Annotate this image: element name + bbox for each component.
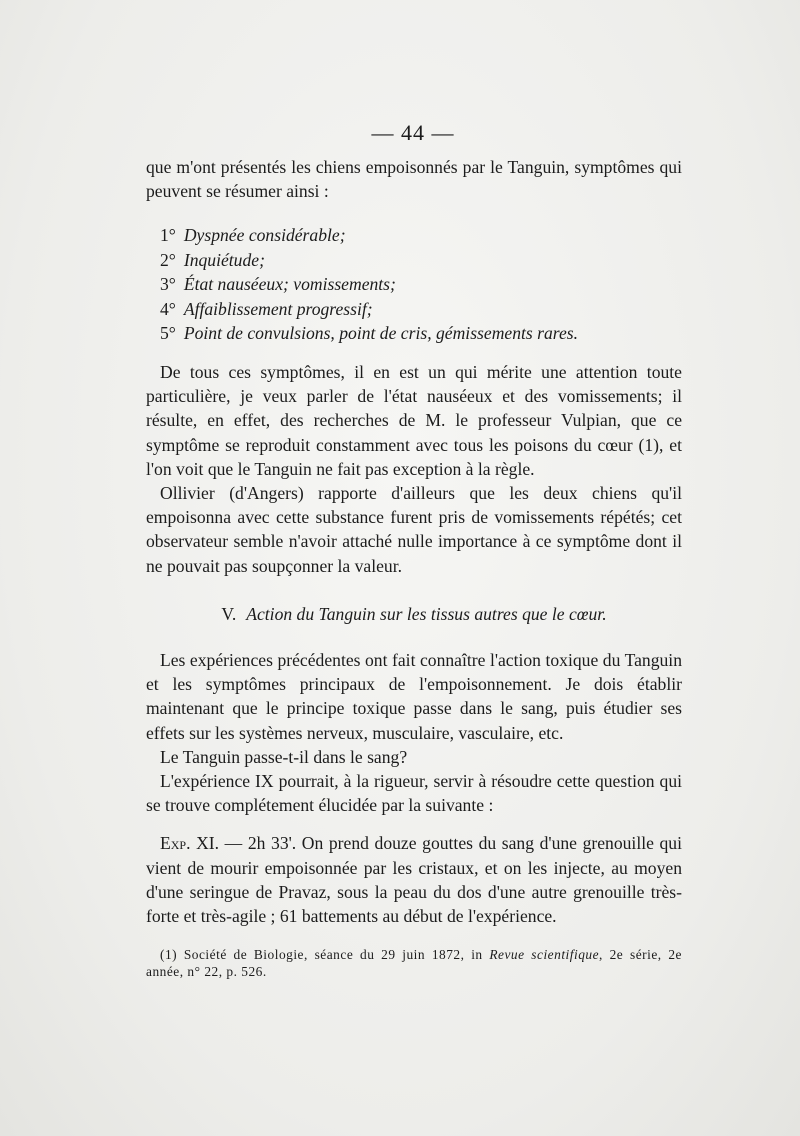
list-number: 4° <box>160 298 176 319</box>
experiment-paragraph <box>146 831 682 928</box>
list-item <box>160 272 682 297</box>
footnote-prefix: (1) Société de Biologie, séance du 29 juin 1872, in <box>160 947 490 963</box>
list-number: 1° <box>160 225 176 246</box>
section-number: V. <box>221 603 237 624</box>
list-number: 5° <box>160 323 176 344</box>
body-paragraph: Les expériences précédentes ont fait connaître l'action toxique du Tanguin et les symptômes principaux de l'empoisonnement. Je dois établir maintenant que le principe toxique passe dans le sang, puis étudier ses effets sur les systèmes nerveux, musculaire, vasculaire, etc. <box>146 649 682 743</box>
intro-paragraph: que m'ont présentés les chiens empoisonnés par le Tanguin, symptômes qui peuvent se résumer ainsi : <box>146 157 682 202</box>
experiment-label: Exp. XI. <box>160 833 220 854</box>
list-label: Point de convulsions, point de cris, gémissements rares. <box>183 323 579 344</box>
list-label: État nauséeux; vomissements; <box>183 274 396 295</box>
body-paragraph: De tous ces symptômes, il en est un qui mérite une attention toute particulière, je veux parler de l'état nauséeux et des vomissements; il résulte, en effet, des recherches de M. le professeur Vulpian, que ce symptôme se reproduit constamment avec tous les poisons du cœur (1), et l'on voit que le Tanguin ne fait pas exception à la règle. <box>146 361 682 479</box>
section-title: Action du Tanguin sur les tissus autres que le cœur. <box>246 603 607 624</box>
list-item <box>160 248 682 273</box>
page-body <box>146 155 682 980</box>
body-paragraph: Le Tanguin passe-t-il dans le sang? <box>160 746 408 767</box>
list-item <box>160 223 682 248</box>
footnote <box>146 946 682 980</box>
symptom-list <box>160 223 682 346</box>
footnote-suffix: , 2e série, 2e année, n° 22, p. 526. <box>146 947 682 980</box>
experiment-text: — 2h 33'. On prend douze gouttes du sang d'une grenouille qui vient de mourir empoisonnée par les cristaux, et on les injecte, au moyen d'une seringue de Pravaz, sous la peau du dos d'une autre grenouille très-forte et très-agile ; 61 battements au début de l'expérience. <box>146 833 682 926</box>
body-paragraph: L'expérience IX pourrait, à la rigueur, servir à résoudre cette question qui se trouve complétement élucidée par la suivante : <box>146 770 682 816</box>
list-number: 3° <box>160 274 176 295</box>
list-label: Inquiétude; <box>183 249 265 270</box>
section-heading <box>146 602 682 626</box>
list-number: 2° <box>160 249 176 270</box>
list-label: Dyspnée considérable; <box>183 225 346 246</box>
page-number: — 44 — <box>371 120 455 145</box>
list-label: Affaiblissement progressif; <box>183 298 373 319</box>
list-item <box>160 297 682 322</box>
footnote-journal: Revue scientifique <box>489 947 600 963</box>
list-item <box>160 321 682 346</box>
body-paragraph: Ollivier (d'Angers) rapporte d'ailleurs que les deux chiens qu'il empoisonna avec cette substance furent pris de vomissements répétés; cet observateur semble n'avoir attaché nulle importance à ce symptôme dont il ne pouvait pas soupçonner la valeur. <box>146 482 682 576</box>
